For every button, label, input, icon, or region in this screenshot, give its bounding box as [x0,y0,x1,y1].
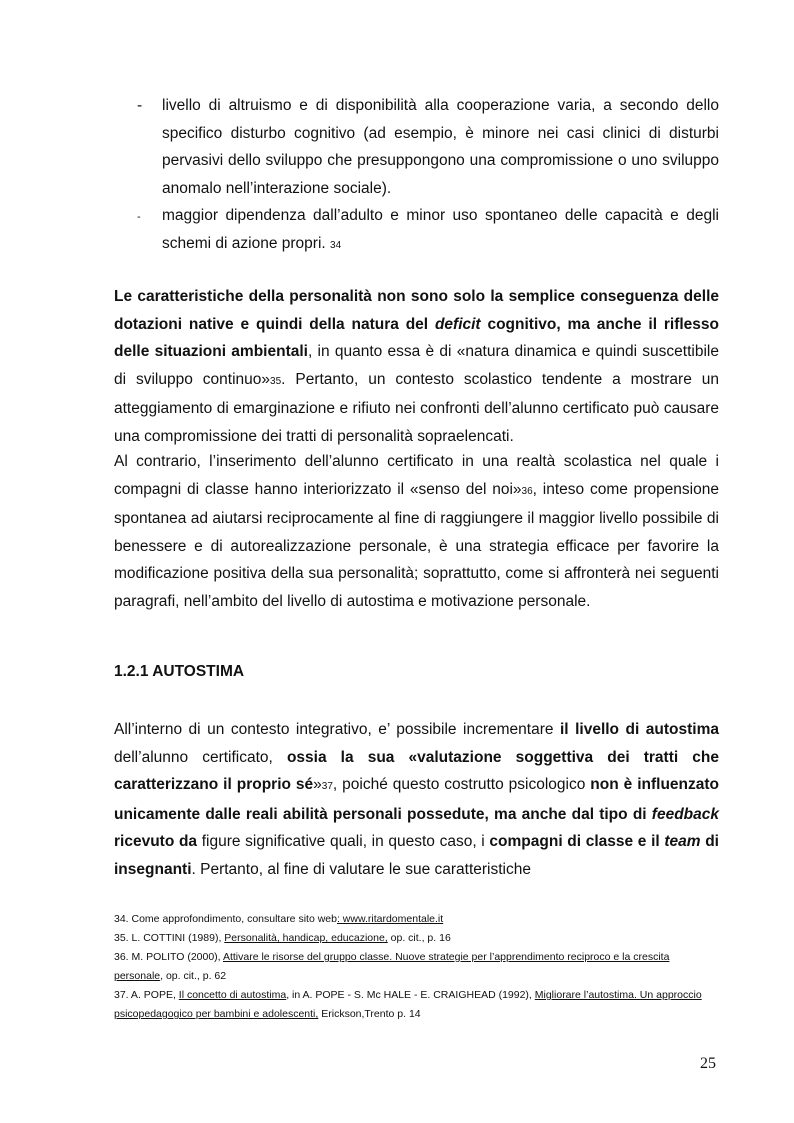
body-text: . Pertanto, al fine di valutare le sue caratteristiche [191,860,531,878]
body-text: , inteso come propensione spontanea ad aiutarsi reciprocamente al fine di raggiungere il maggior livello possibile di benessere e di autorealizzazione personale, è una strategia efficace per favorire la modificazione positiva della sua personalità; soprattutto, come si affronterà nei seguenti paragrafi, nell’ambito del livello di autostima e motivazione personale. [114,480,719,610]
bold-text: ricevuto da [114,833,198,850]
italic-term: feedback [651,805,719,823]
footnote-36 [114,948,719,986]
bold-text: compagni di classe e il [489,833,665,850]
footnotes [114,910,719,1024]
bullet-text: livello di altruismo e di disponibilità alla cooperazione varia, a secondo dello specifico disturbo cognitivo (ad esempio, è minore nei casi clinici di disturbi pervasivi dello sviluppo che presuppongono una compromissione o uno sviluppo anomalo nell’interazione sociale). [162,97,719,197]
footnote-title: Migliorare l’autostima. Un approccio psicopedagogico per bambini e adolescenti, [114,989,702,1020]
body-text: . Pertanto, un contesto scolastico tendente a mostrare un atteggiamento di emarginazione e rifiuto nei confronti dell’alunno certificato può causare una compromissione dei tratti di personalità sopraelencati. [114,370,719,445]
bold-text: ossia la sua «valutazione soggettiva dei tratti che caratterizzano il proprio sé [114,748,719,793]
paragraph-personality [114,283,719,450]
body-text: dell’alunno certificato, [114,748,287,766]
bold-text: il livello di autostima [559,721,719,738]
footnote-text: 37. A. POPE, [114,989,179,1001]
footnote-link[interactable]: : www.ritardomentale.it [336,913,444,925]
footnote-text: , op. cit., p. 62 [160,970,227,982]
footnote-text: Erickson,Trento p. 14 [318,1008,421,1020]
footnote-ref: 34 [330,239,342,251]
bold-text: cognitivo, ma anche il riflesso delle situazioni ambientali [114,315,719,360]
footnote-title: Personalità, handicap, educazione, [224,932,388,944]
paragraph-self-esteem [114,716,719,883]
bullet-list [137,92,719,259]
bullet-text: maggior dipendenza dall’adulto e minor uso spontaneo delle capacità e degli schemi di azione propri. [162,207,719,252]
page-number: 25 [700,1055,716,1072]
footnote-text: 34. Come approfondimento, consultare sito web [114,913,337,925]
paragraph-inclusion [114,448,719,615]
italic-term: team [664,833,701,850]
footnote-ref: 36 [521,485,533,497]
bold-text: non è influenzato unicamente dalle reali abilità personali possedute, ma anche dal tipo di [114,776,720,823]
footnote-ref: 35 [270,375,282,387]
bullet-item [137,202,719,259]
italic-term: deficit [434,315,481,333]
footnote-37 [114,986,719,1024]
bullet-marker: - [137,97,143,114]
footnote-text: 36. M. POLITO (2000), [114,951,223,963]
body-text: , in quanto essa è di «natura dinamica e quindi suscettibile di sviluppo continuo» [114,343,719,388]
bold-text: di insegnanti [114,833,719,878]
footnote-35 [114,929,719,948]
bold-text: Le caratteristiche della personalità non sono solo la semplice conseguenza delle dotazioni native e quindi della natura del [114,288,719,333]
body-text: figure significative quali, in questo caso, i [197,833,490,850]
footnote-title: Attivare le risorse del gruppo classe. Nuove strategie per l’apprendimento reciproco e la crescita personale [114,951,670,982]
section-heading: 1.2.1 AUTOSTIMA [114,663,245,680]
bullet-item [137,92,719,202]
body-text: All’interno di un contesto integrativo, e’ possibile incrementare [114,721,560,738]
footnote-text: 35. L. COTTINI (1989), [114,932,225,944]
footnote-34 [114,910,719,929]
body-text: Al contrario, l’inserimento dell’alunno certificato in una realtà scolastica nel quale i compagni di classe hanno interiorizzato il «senso del noi» [114,453,719,498]
bullet-marker: - [137,211,141,223]
footnote-text: , in A. POPE - S. Mc HALE - E. CRAIGHEAD (1992), [286,989,535,1001]
footnote-ref: 37 [321,781,333,792]
body-text: » [313,776,322,793]
footnote-text: op. cit., p. 16 [387,932,451,944]
footnote-title: Il concetto di autostima [178,989,287,1001]
body-text: , poiché questo costrutto psicologico [332,776,591,793]
